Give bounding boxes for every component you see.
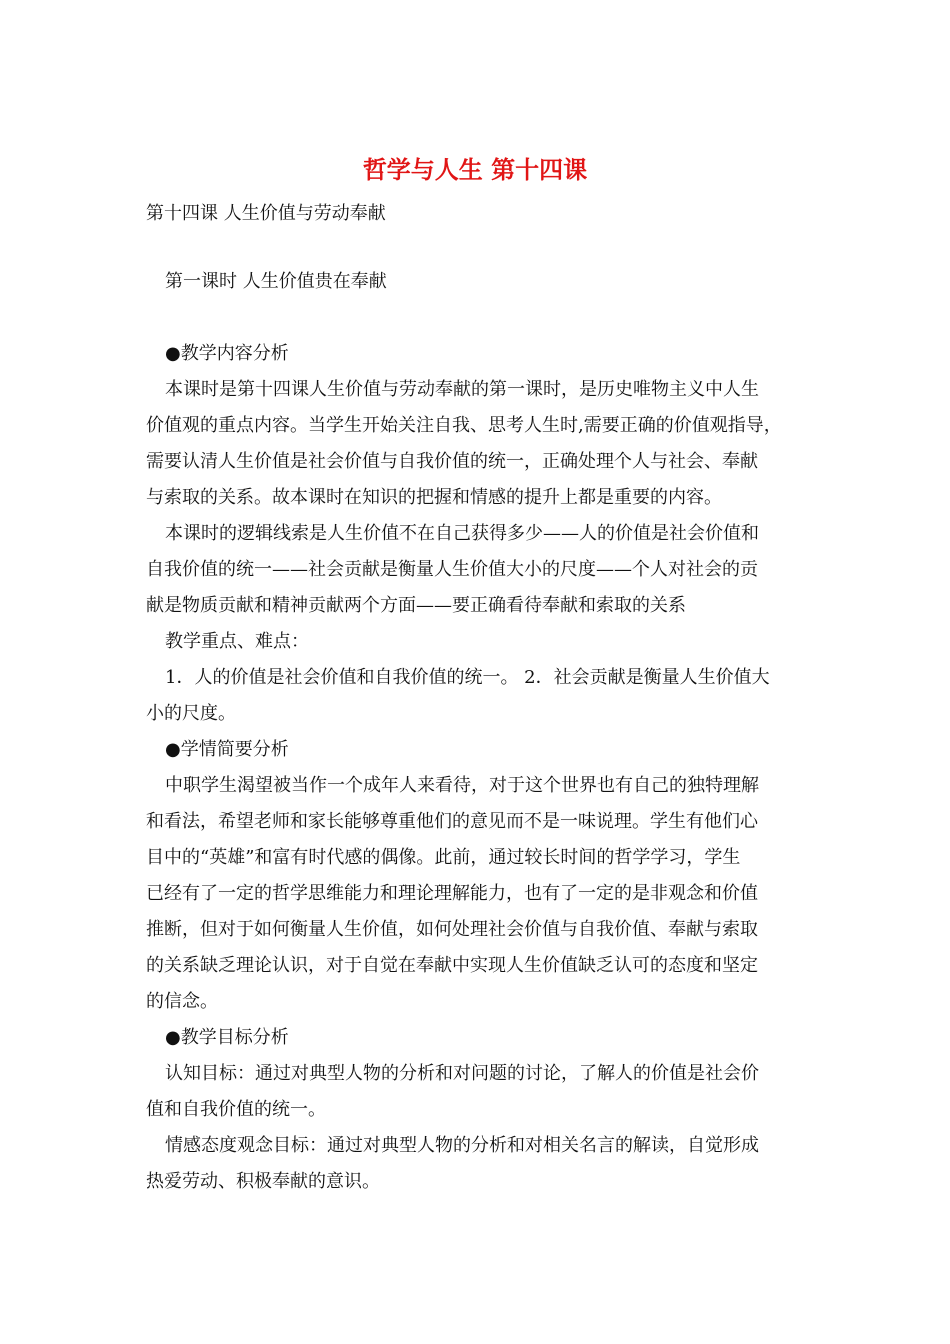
paragraph-line: 值和自我价值的统一。: [146, 1099, 326, 1120]
content-analysis-heading: ●教学内容分析: [165, 343, 289, 364]
student-analysis-paragraph: [146, 768, 826, 1020]
document-body: [146, 196, 826, 1200]
document-title: 哲学与人生 第十四课: [362, 155, 588, 184]
content-analysis-paragraph-1: [146, 372, 826, 516]
paragraph-line: 自我价值的统一——社会贡献是衡量人生价值大小的尺度——个人对社会的贡: [146, 559, 758, 580]
paragraph-line: 情感态度观念目标：通过对典型人物的分析和对相关名言的解读，自觉形成: [165, 1135, 759, 1156]
objectives-heading: ●教学目标分析: [165, 1027, 289, 1048]
content-analysis-paragraph-2: [146, 516, 826, 624]
paragraph-line: 已经有了一定的哲学思维能力和理论理解能力，也有了一定的是非观念和价值: [146, 883, 758, 904]
paragraph-line: 的信念。: [146, 991, 218, 1012]
key-points-heading: 教学重点、难点：: [165, 631, 309, 652]
paragraph-line: 小的尺度。: [146, 703, 236, 724]
paragraph-line: 与索取的关系。故本课时在知识的把握和情感的提升上都是重要的内容。: [146, 487, 722, 508]
paragraph-line: 本课时是第十四课人生价值与劳动奉献的第一课时，是历史唯物主义中人生: [165, 379, 759, 400]
key-points: [146, 660, 826, 732]
paragraph-line: 1．人的价值是社会价值和自我价值的统一。 2．社会贡献是衡量人生价值大: [165, 667, 770, 688]
affective-objective: [146, 1128, 826, 1200]
paragraph-line: 和看法，希望老师和家长能够尊重他们的意见而不是一味说理。学生有他们心: [146, 811, 758, 832]
paragraph-line: 目中的“英雄”和富有时代感的偶像。此前，通过较长时间的哲学学习，学生: [146, 847, 741, 868]
paragraph-line: 中职学生渴望被当作一个成年人来看待，对于这个世界也有自己的独特理解: [165, 775, 759, 796]
paragraph-line: 推断，但对于如何衡量人生价值，如何处理社会价值与自我价值、奉献与索取: [146, 919, 758, 940]
paragraph-line: 价值观的重点内容。当学生开始关注自我、思考人生时,需要正确的价值观指导，: [146, 415, 782, 436]
paragraph-line: 需要认清人生价值是社会价值与自我价值的统一，正确处理个人与社会、奉献: [146, 451, 758, 472]
lesson-heading: 第十四课 人生价值与劳动奉献: [146, 203, 386, 224]
paragraph-line: 认知目标：通过对典型人物的分析和对问题的讨论，了解人的价值是社会价: [165, 1063, 759, 1084]
paragraph-line: 本课时的逻辑线索是人生价值不在自己获得多少——人的价值是社会价值和: [165, 523, 759, 544]
period-heading: 第一课时 人生价值贵在奉献: [165, 271, 387, 292]
student-analysis-heading: ●学情简要分析: [165, 739, 289, 760]
paragraph-line: 献是物质贡献和精神贡献两个方面——要正确看待奉献和索取的关系: [146, 595, 686, 616]
paragraph-line: 热爱劳动、积极奉献的意识。: [146, 1171, 380, 1192]
cognitive-objective: [146, 1056, 826, 1128]
paragraph-line: 的关系缺乏理论认识，对于自觉在奉献中实现人生价值缺乏认可的态度和坚定: [146, 955, 758, 976]
